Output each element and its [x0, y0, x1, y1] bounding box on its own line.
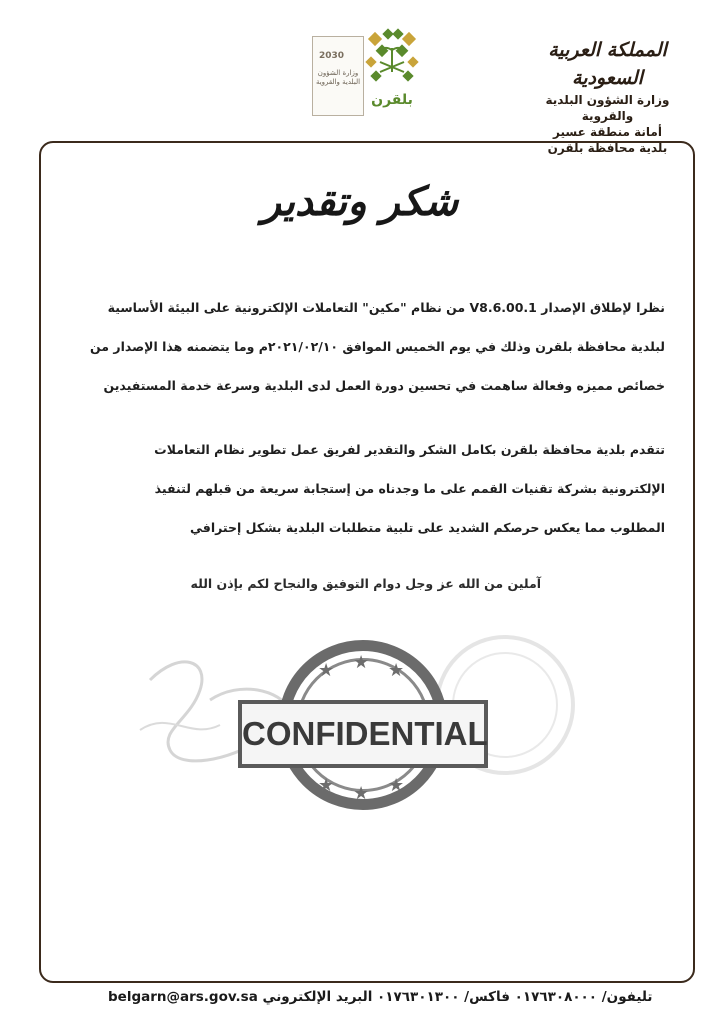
- balqarn-logo-text: بلقرن: [371, 92, 413, 108]
- footer-text: تليفون/ ٠١٧٦٣٠٨٠٠٠ فاكس/ ٠١٧٦٣٠١٣٠٠ البريد الإلكتروني: [262, 989, 653, 1005]
- paragraph-line: لبلدية محافظة بلقرن وذلك في يوم الخميس الموافق ٢٠٢١/٠٢/١٠م وما يتضمنه هذا الإصدار من: [90, 339, 665, 354]
- closing-line: آملين من الله عز وجل دوام التوفيق والنجاح لكم بإذن الله: [190, 576, 541, 591]
- footer-contact: [108, 989, 688, 1005]
- footer-email: belgarn@ars.gov.sa: [108, 989, 258, 1005]
- letterhead: [520, 36, 695, 156]
- star-icon: ★: [318, 775, 335, 796]
- paragraph-line: نظرا لإطلاق الإصدار V8.6.00.1 من نظام "مكين" التعاملات الإلكترونية على البيئة الأساسية: [107, 300, 665, 315]
- paragraph-line: الإلكترونية بشركة تقنيات القمم على ما وجدناه من إستجابة سريعة من قبلهم لتنفيذ: [154, 481, 665, 496]
- paragraph-thanks: [65, 440, 665, 557]
- ministry-logo-text: وزارة الشؤون البلدية والقروية: [315, 69, 361, 86]
- vision-2030-logo: [312, 36, 364, 116]
- star-icon: ★: [353, 783, 370, 804]
- paragraph-line: المطلوب مما يعكس حرصكم الشديد على تلبية متطلبات البلدية بشكل إحترافي: [190, 520, 665, 535]
- ministry-name: وزارة الشؤون البلدية والقروية: [545, 93, 670, 123]
- star-icon: ★: [388, 775, 405, 796]
- vision-2030-text: 2030: [319, 51, 345, 61]
- star-icon: ★: [318, 660, 335, 681]
- page-title: شكر وتقدير: [261, 178, 459, 225]
- municipality-name: بلدية محافظة بلقرن: [547, 141, 668, 155]
- kingdom-name: المملكة العربية السعودية: [548, 39, 667, 89]
- stamp-text: CONFIDENTIAL: [238, 700, 488, 768]
- paragraph-line: خصائص مميزه وفعالة ساهمت في تحسين دورة العمل لدى البلدية وسرعة خدمة المستفيدين: [103, 378, 665, 393]
- balqarn-logo: [364, 28, 420, 118]
- palm-swords-icon: [364, 28, 420, 92]
- star-icon: ★: [353, 652, 370, 673]
- paragraph-release: [65, 298, 665, 415]
- document-frame: [39, 141, 695, 983]
- star-icon: ★: [388, 660, 405, 681]
- confidential-stamp: [238, 640, 488, 850]
- paragraph-line: تتقدم بلدية محافظة بلقرن بكامل الشكر والتقدير لفريق عمل تطوير نظام التعاملات: [154, 442, 665, 457]
- region-name: أمانة منطقة عسير: [553, 125, 662, 139]
- logos: [312, 28, 420, 118]
